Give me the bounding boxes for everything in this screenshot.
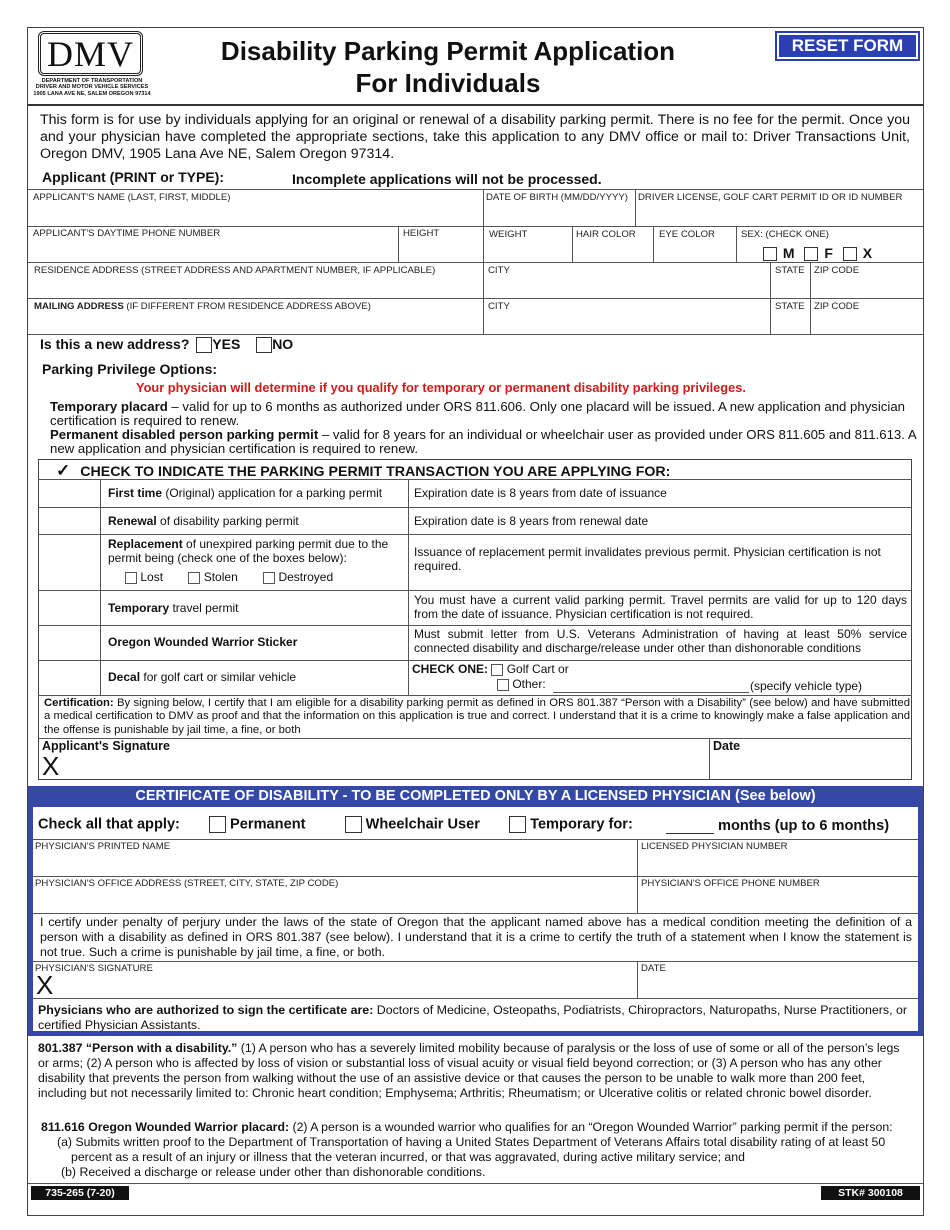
destroyed-label: Destroyed — [278, 570, 334, 584]
mailing-zip-label: ZIP CODE — [814, 301, 860, 312]
physician-banner: CERTIFICATE OF DISABILITY - TO BE COMPLETED ONLY BY A LICENSED PHYSICIAN (See below) — [28, 786, 923, 807]
authorized-body: Doctors of Medicine, Osteopaths, Podiatrists, Chiropractors, Naturopaths, Nurse Practitioners, or certified Physician Assistants. — [38, 1003, 908, 1032]
permanent-label: Permanent — [230, 816, 306, 833]
physician-check-row — [38, 816, 633, 833]
dept-line: DEPARTMENT OF TRANSPORTATION — [41, 78, 143, 84]
reset-form-button[interactable]: RESET FORM — [775, 31, 920, 61]
new-address-yes-checkbox[interactable] — [196, 337, 212, 353]
row-first-time-label — [108, 486, 403, 500]
dept-address — [32, 78, 152, 97]
new-address-no-checkbox[interactable] — [256, 337, 272, 353]
certification-bold: Certification: — [44, 697, 114, 709]
parking-options-heading: Parking Privilege Options: — [42, 361, 218, 377]
temporary-for-label: Temporary for: — [530, 816, 633, 833]
check-all-label: Check all that apply: — [38, 816, 180, 833]
row-first-time-desc: Expiration date is 8 years from date of issuance — [414, 486, 667, 500]
perjury-statement: I certify under penalty of perjury under the laws of the state of Oregon that the applicant named above has a medical condition meeting the definition of a person with a disability as defined in ORS 801.387 (see below). I understand that it is a crime to certify the truth of a statement when I know the statement is not true. Such a crime is punishable by jail time, a fine, or both. — [40, 915, 912, 959]
row-decal-text: for golf cart or similar vehicle — [140, 670, 297, 684]
dob-label: DATE OF BIRTH (MM/DD/YYYY) — [486, 192, 628, 203]
eye-color-label: EYE COLOR — [659, 229, 715, 240]
new-address-no-label: NO — [272, 336, 294, 352]
mailing-city-input[interactable] — [487, 314, 767, 332]
check-mark-icon: ✓ — [56, 461, 71, 480]
sex-f-label: F — [824, 245, 833, 261]
physician-address-label: PHYSICIAN'S OFFICE ADDRESS (STREET, CITY, STATE, ZIP CODE) — [35, 878, 339, 889]
residence-city-input[interactable] — [487, 278, 767, 296]
sex-m-checkbox[interactable] — [763, 247, 777, 261]
physician-license-label: LICENSED PHYSICIAN NUMBER — [641, 841, 788, 852]
row-replacement-label — [108, 537, 403, 565]
wounded-warrior-checkbox[interactable] — [39, 626, 100, 660]
physician-signature-label: PHYSICIAN'S SIGNATURE — [35, 963, 153, 974]
certification-body: By signing below, I certify that I am eligible for a disability parking permit as defined in ORS 801.387 “Person with a Disability” (see below) and have submitted a medical certification to DMV as proof and that the information on this application is true and correct. I understand that it is a crime to knowingly make a false application and the offense is punishable by jail time, a fine, or both — [44, 697, 910, 736]
applicant-signature-field[interactable] — [68, 752, 703, 778]
definition-811-616-b: (b) Received a discharge or release under other than dishonorable conditions. — [61, 1165, 486, 1179]
permanent-permit-desc: – valid for 8 years for an individual or wheelchair user as provided under ORS 811.605 and 811.613. A new application and physician certification is required to renew. — [50, 427, 916, 456]
row-decal-label — [108, 670, 403, 684]
first-time-checkbox[interactable] — [39, 480, 100, 507]
definition-801-387-text: (1) A person who has a severely limited mobility because of paralysis or the loss of use of some or all of the person’s legs or arms; (2) A person who is affected by loss of vision or substantial loss of visual acuity or visual field beyond correction; or (3) A person who has any other disability that prevents the person from walking without the use of an assistive device or that causes the person to be unable to walk more than 200 feet, including but not necessarily limited to: Chronic heart condition; Emphysema; Arthritis; Rheumatism; or Ulcerative colitis or related chronic bowel disorder. — [38, 1041, 900, 1100]
mailing-label-rest: (IF DIFFERENT FROM RESIDENCE ADDRESS ABOVE) — [123, 301, 371, 312]
hair-color-label: HAIR COLOR — [576, 229, 636, 240]
sex-m-label: M — [782, 245, 795, 261]
physician-note: Your physician will determine if you qualify for temporary or permanent disability parking privileges. — [136, 380, 746, 395]
row-renewal-desc: Expiration date is 8 years from renewal date — [414, 514, 649, 528]
applicant-signature-x: X — [42, 751, 60, 781]
wheelchair-checkbox[interactable] — [345, 816, 362, 833]
physician-date-label: DATE — [641, 963, 666, 974]
check-one-label: CHECK ONE: — [412, 662, 489, 676]
mailing-label-bold: MAILING ADDRESS — [34, 301, 124, 312]
applicant-date-input[interactable] — [713, 756, 908, 776]
lost-checkbox[interactable] — [125, 572, 137, 584]
row-first-time-bold: First time — [108, 486, 163, 500]
renewal-checkbox[interactable] — [39, 508, 100, 534]
row-warrior-bold: Oregon Wounded Warrior Sticker — [108, 635, 298, 649]
definition-811-616-a: (a) Submits written proof to the Department of Transportation of having a United States Department of Veterans Affairs total disability rating of at least 50 percent as a result of an injury or illness that the veteran incurred, or that was aggravated, during active military service; and — [57, 1135, 886, 1164]
permanent-permit-text — [50, 428, 920, 456]
physician-signature-x: X — [36, 970, 54, 1000]
sex-options — [763, 245, 872, 261]
physician-address-input[interactable] — [35, 891, 633, 911]
definition-801-387-bold: 801.387 “Person with a disability.” — [38, 1041, 238, 1055]
form-page — [27, 27, 924, 1216]
temporary-placard-text — [50, 400, 920, 428]
physician-phone-input[interactable] — [641, 891, 916, 911]
stock-number: STK# 300108 — [821, 1186, 920, 1200]
intro-text: This form is for use by individuals applying for an original or renewal of a disability parking permit. There is no fee for the permit. Once you and your physician have completed the appropriate sections, take this application to any DMV office or mail to: Driver Transactions Unit, Oregon DMV, 1905 Lana Ave NE, Salem Oregon 97314. — [40, 112, 910, 162]
applicant-heading: Applicant (PRINT or TYPE): — [42, 169, 224, 185]
mailing-input[interactable] — [33, 314, 478, 332]
row-warrior-label — [108, 635, 403, 649]
mailing-state-label: STATE — [775, 301, 805, 312]
physician-date-input[interactable] — [641, 976, 916, 996]
physician-signature-field[interactable] — [62, 974, 632, 996]
applicant-name-label: APPLICANT'S NAME (LAST, FIRST, MIDDLE) — [33, 192, 231, 203]
row-first-time-text: (Original) application for a parking permit — [162, 486, 383, 500]
physician-name-input[interactable] — [35, 854, 633, 874]
applicant-name-input[interactable] — [33, 206, 478, 224]
dept-line: 1905 LANA AVE NE, SALEM OREGON 97314 — [33, 90, 151, 97]
new-address-yes-label: YES — [212, 336, 241, 352]
residence-state-label: STATE — [775, 265, 805, 276]
definition-811-616 — [41, 1120, 913, 1180]
weight-label: WEIGHT — [489, 229, 528, 240]
temporary-placard-bold: Temporary placard — [50, 399, 168, 414]
decal-options — [412, 662, 569, 692]
physician-license-input[interactable] — [641, 854, 916, 874]
phone-input[interactable] — [33, 242, 393, 260]
row-travel-text: travel permit — [169, 601, 239, 615]
transaction-heading-text: CHECK TO INDICATE THE PARKING PERMIT TRANSACTION YOU ARE APPLYING FOR: — [80, 464, 671, 480]
replacement-checkbox[interactable] — [39, 535, 100, 590]
physician-phone-label: PHYSICIAN'S OFFICE PHONE NUMBER — [641, 878, 820, 889]
definition-801-387 — [38, 1041, 910, 1101]
weight-input[interactable] — [487, 242, 569, 260]
row-replacement-desc: Issuance of replacement permit invalidates previous permit. Physician certification is not required. — [414, 545, 881, 573]
sex-label: SEX: (CHECK ONE) — [741, 229, 829, 240]
dept-line: DRIVER AND MOTOR VEHICLE SERVICES — [35, 84, 149, 91]
residence-label: RESIDENCE ADDRESS (STREET ADDRESS AND APARTMENT NUMBER, IF APPLICABLE) — [34, 265, 436, 276]
residence-zip-label: ZIP CODE — [814, 265, 860, 276]
form-number: 735-265 (7-20) — [31, 1186, 129, 1200]
eye-color-input[interactable] — [657, 242, 733, 260]
stolen-checkbox[interactable] — [188, 572, 200, 584]
page-title — [168, 35, 728, 99]
mailing-zip-input[interactable] — [813, 314, 918, 332]
other-label: Other: — [512, 677, 546, 691]
other-vehicle-input[interactable] — [553, 678, 749, 693]
title-line: Disability Parking Permit Application — [220, 36, 676, 66]
lost-label: Lost — [140, 570, 164, 584]
temporary-placard-desc: – valid for up to 6 months as authorized under ORS 811.606. Only one placard will be issued. A new application and physician certification is required to renew. — [50, 399, 906, 428]
height-input[interactable] — [402, 242, 480, 260]
row-travel-bold: Temporary — [108, 601, 170, 615]
dob-input[interactable] — [486, 206, 631, 224]
transaction-heading — [56, 461, 670, 481]
row-replacement-text: of unexpired parking permit due to the permit being (check one of the boxes below): — [108, 537, 389, 565]
phone-label: APPLICANT'S DAYTIME PHONE NUMBER — [33, 228, 221, 239]
months-label: months (up to 6 months) — [718, 818, 890, 834]
license-label: DRIVER LICENSE, GOLF CART PERMIT ID OR ID NUMBER — [638, 192, 903, 203]
residence-zip-input[interactable] — [813, 278, 918, 296]
row-travel-desc: You must have a current valid parking permit. Travel permits are valid for up to 120 days from the date of issuance. Physician certification is not required. — [414, 593, 907, 621]
definition-811-616-text: (2) A person is a wounded warrior who qualifies for an “Oregon Wounded Warrior” parking permit if the person: — [289, 1120, 893, 1134]
row-renewal-label — [108, 514, 403, 528]
row-replacement-bold: Replacement — [108, 537, 183, 551]
row-travel-label — [108, 601, 403, 615]
row-renewal-text: of disability parking permit — [156, 514, 299, 528]
residence-state-input[interactable] — [773, 278, 808, 296]
hair-color-input[interactable] — [576, 242, 650, 260]
title-line: For Individuals — [355, 68, 541, 98]
definition-811-616-bold: 811.616 Oregon Wounded Warrior placard: — [41, 1120, 290, 1134]
row-warrior-desc: Must submit letter from U.S. Veterans Administration of having at least 50% service connected disability and discharge/release under other than dishonorable conditions — [414, 627, 907, 655]
license-input[interactable] — [638, 206, 918, 224]
destroyed-checkbox[interactable] — [263, 572, 275, 584]
dmv-logo — [38, 31, 143, 76]
mailing-city-label: CITY — [488, 301, 510, 312]
residence-input[interactable] — [33, 278, 478, 296]
certification-text — [44, 697, 910, 737]
applicant-signature-label: Applicant's Signature — [42, 739, 170, 753]
temporary-travel-checkbox[interactable] — [39, 591, 100, 625]
mailing-state-input[interactable] — [773, 314, 808, 332]
golf-cart-checkbox[interactable] — [491, 664, 503, 676]
incomplete-warning: Incomplete applications will not be processed. — [292, 171, 602, 187]
new-address-question: Is this a new address? — [40, 336, 190, 352]
replacement-reasons — [125, 570, 333, 584]
wheelchair-label: Wheelchair User — [365, 816, 480, 833]
sex-x-checkbox[interactable] — [843, 247, 857, 261]
logo-text: DMV — [46, 34, 134, 74]
applicant-date-label: Date — [713, 739, 741, 753]
residence-city-label: CITY — [488, 265, 510, 276]
temporary-months-input[interactable] — [666, 817, 714, 834]
stolen-label: Stolen — [203, 570, 238, 584]
mailing-label — [34, 301, 371, 312]
physician-name-label: PHYSICIAN'S PRINTED NAME — [35, 841, 171, 852]
sex-x-label: X — [862, 245, 873, 261]
sex-f-checkbox[interactable] — [804, 247, 818, 261]
new-address-row — [40, 336, 293, 353]
authorized-bold: Physicians who are authorized to sign the certificate are: — [38, 1003, 374, 1017]
row-decal-bold: Decal — [108, 670, 141, 684]
golf-cart-label: Golf Cart or — [506, 662, 569, 676]
specify-vehicle-label: (specify vehicle type) — [750, 679, 863, 693]
height-label: HEIGHT — [403, 228, 440, 239]
authorized-physicians-text — [38, 1003, 913, 1033]
permanent-checkbox[interactable] — [209, 816, 226, 833]
row-renewal-bold: Renewal — [108, 514, 157, 528]
other-vehicle-checkbox[interactable] — [497, 679, 509, 691]
temporary-checkbox[interactable] — [509, 816, 526, 833]
permanent-permit-bold: Permanent disabled person parking permit — [50, 427, 319, 442]
decal-checkbox[interactable] — [39, 661, 100, 695]
